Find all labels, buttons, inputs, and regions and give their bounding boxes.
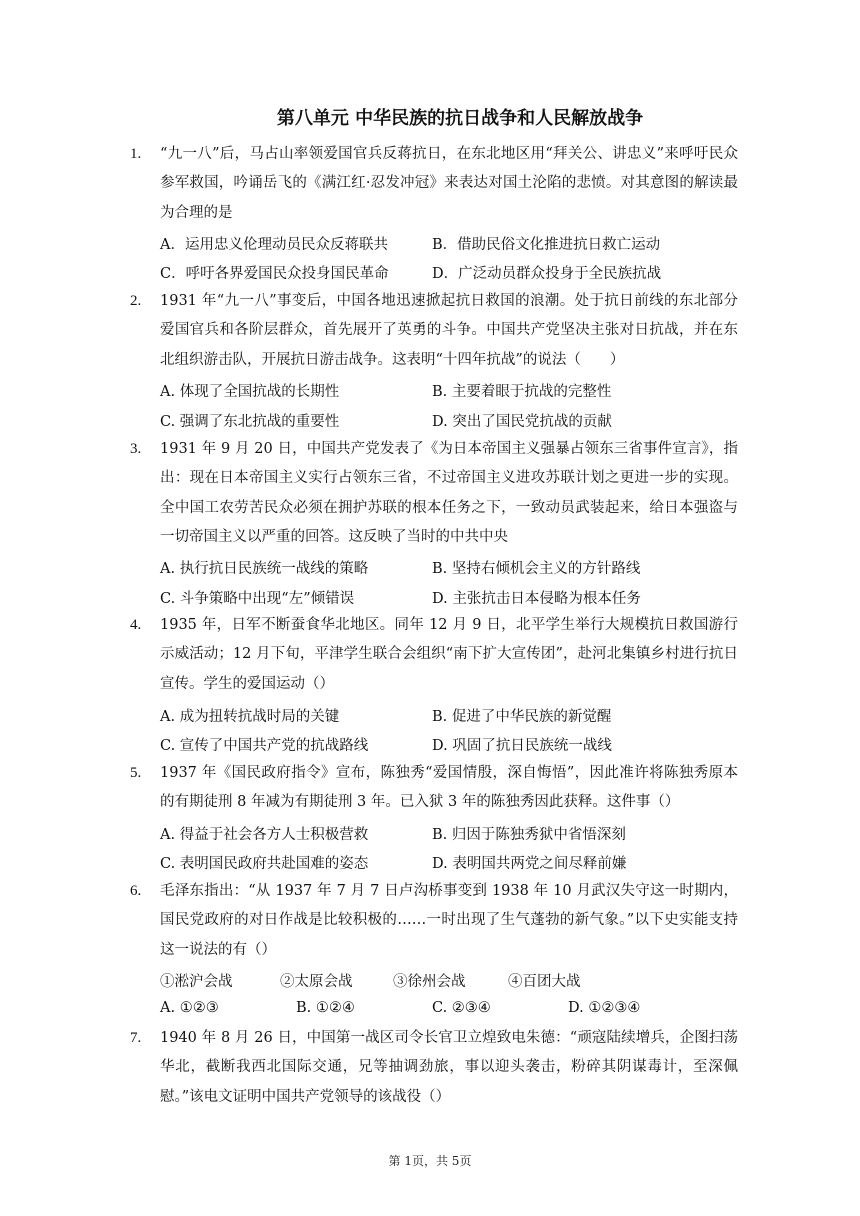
option-b: B. 归因于陈独秀狱中省悟深刻 [432, 827, 626, 843]
question-number: 2. [130, 293, 142, 309]
option-a: A．运用忠义伦理动员民众反蒋联共 [160, 237, 388, 253]
question-text: 毛泽东指出：“从 1937 年 7 月 7 日卢沟桥事变到 1938 年 10 月武汉失守这一时期内，国民党政府的对日作战是比较积极的……一时出现了生气蓬勃的新气象。”以下史实能支持这一说法的有（） [160, 883, 738, 958]
option-d: D. 巩固了抗日民族统一战线 [432, 738, 612, 754]
question-number: 7. [130, 1030, 142, 1046]
page-footer: 第 1页，共 5页 [388, 1154, 472, 1168]
option-a: A. 成为扭转抗战时局的关键 [160, 709, 340, 725]
question-number: 3. [130, 441, 142, 457]
option-b: B. ①②④ [296, 1000, 355, 1016]
option-a: A. 执行抗日民族统一战线的策略 [160, 561, 369, 577]
option-b: B. 促进了中华民族的新觉醒 [432, 709, 612, 725]
option-c: C. 斗争策略中出现“左”倾错误 [160, 591, 355, 607]
option-d: D. 表明国共两党之间尽释前嫌 [432, 856, 627, 872]
question-number: 1. [130, 146, 142, 162]
statement-4: ④百团大战 [508, 974, 581, 990]
question-number: 4. [130, 617, 142, 633]
option-b: B. 主要着眼于抗战的完整性 [432, 384, 612, 400]
question-text: 1931 年 9 月 20 日，中国共产党发表了《为日本帝国主义强暴占领东三省事件宣言》，指出：现在日本帝国主义实行占领东三省，不过帝国主义进攻苏联计划之更进一步的实现。全中国工农劳苦民众必须在拥护苏联的根本任务之下，一致动员武装起来，给日本强盗与一切帝国主义以严重的回答。这反映了当时的中共中央 [160, 441, 738, 546]
statement-3: ③徐州会战 [393, 974, 466, 990]
option-a: A. 体现了全国抗战的长期性 [160, 384, 340, 400]
question-number: 6. [130, 883, 142, 899]
option-c: C. 表明国民政府共赴国难的姿态 [160, 856, 369, 872]
option-a: A. ①②③ [160, 1000, 219, 1016]
question-text: 1931 年“九一八”事变后，中国各地迅速掀起抗日救国的浪潮。处于抗日前线的东北部分爱国官兵和各阶层群众，首先展开了英勇的斗争。中国共产党坚决主张对日抗战，并在东北组织游击队，开展抗日游击战争。这表明“十四年抗战”的说法（ ） [160, 293, 738, 368]
option-c: C. 宣传了中国共产党的抗战路线 [160, 738, 369, 754]
question-text: “九一八”后，马占山率领爱国官兵反蒋抗日，在东北地区用“拜关公、讲忠义”来呼吁民众参军救国，吟诵岳飞的《满江红·忍发冲冠》来表达对国土沦陷的悲愤。对其意图的解读最为合理的是 [160, 146, 738, 221]
question-text: 1940 年 8 月 26 日，中国第一战区司令长官卫立煌致电朱德：“顽寇陆续增兵，企图扫荡华北，截断我西北国际交通，兄等抽调劲旅，事以迎头袭击，粉碎其阴谋毒计，至深佩慰。”该电文证明中国共产党领导的该战役（） [160, 1030, 738, 1105]
option-b: B．借助民俗文化推进抗日救亡运动 [432, 237, 661, 253]
page-title: 第八单元 中华民族的抗日战争和人民解放战争 [276, 108, 644, 129]
statement-1: ①淞沪会战 [160, 974, 233, 990]
option-b: B. 坚持右倾机会主义的方针路线 [432, 561, 641, 577]
option-c: C. ②③④ [432, 1000, 491, 1016]
option-c: C. 强调了东北抗战的重要性 [160, 414, 340, 430]
option-d: D．广泛动员群众投身于全民族抗战 [432, 266, 662, 282]
option-d: D. 突出了国民党抗战的贡献 [432, 414, 612, 430]
option-d: D. 主张抗击日本侵略为根本任务 [432, 591, 641, 607]
question-text: 1935 年，日军不断蚕食华北地区。同年 12 月 9 日，北平学生举行大规模抗日救国游行示威活动；12 月下旬，平津学生联合会组织“南下扩大宣传团”，赴河北集镇乡村进行抗日宣传。学生的爱国运动（） [160, 617, 738, 692]
question-number: 5. [130, 765, 142, 781]
question-text: 1937 年《国民政府指令》宣布，陈独秀“爱国情殷，深自悔悟”，因此准许将陈独秀原本的有期徒刑 8 年减为有期徒刑 3 年。已入狱 3 年的陈独秀因此获释。这件事（） [160, 765, 738, 811]
statement-2: ②太原会战 [280, 974, 353, 990]
option-a: A. 得益于社会各方人士积极营救 [160, 827, 369, 843]
option-d: D. ①②③④ [568, 1000, 641, 1016]
option-c: C．呼吁各界爱国民众投身国民革命 [160, 266, 389, 282]
